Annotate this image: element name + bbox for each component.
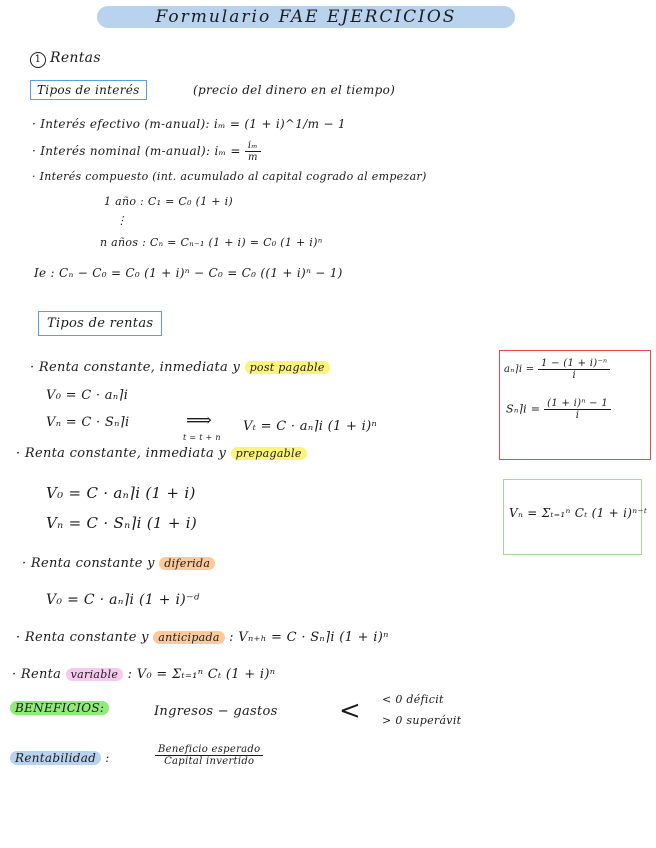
rentabilidad-label [10, 751, 110, 765]
rentabilidad-frac [155, 744, 263, 767]
a-lhs: aₙ⌉i = [504, 364, 535, 375]
beneficios-superavit: > 0 superávit [382, 714, 462, 727]
interes-ie: Ie : Cₙ − C₀ = C₀ (1 + i)ⁿ − C₀ = C₀ ((1 + i)ⁿ − 1) [34, 266, 343, 280]
interes-compuesto: · Interés compuesto (int. acumulado al capital cogrado al empezar) [32, 170, 427, 183]
s-num: (1 + i)ⁿ − 1 [544, 398, 611, 410]
renta-anticipada-formula: : Vₙ₊ₕ = C · Sₙ⌉i (1 + i)ⁿ [229, 630, 389, 645]
interes-nominal-text: · Interés nominal (m-anual): iₘ = [32, 144, 245, 158]
renta-postpagable-vt: Vₜ = C · aₙ⌉i (1 + i)ⁿ [243, 419, 378, 434]
beneficios-text: Ingresos − gastos [154, 704, 278, 719]
arrow-implies-icon: ⟹ [186, 410, 213, 431]
compuesto-dots: ⋮ [116, 214, 128, 227]
arrow-label: t = t + n [183, 433, 221, 442]
compuesto-anio-n: n años : Cₙ = Cₙ₋₁ (1 + i) = C₀ (1 + i)ⁿ [100, 236, 323, 249]
tipos-rentas-box: Tipos de rentas [38, 311, 162, 336]
renta-diferida-text: · Renta constante y [22, 556, 155, 571]
interes-nominal [32, 140, 261, 163]
tipos-interes-box: Tipos de interés [30, 80, 147, 100]
renta-prepagable-text: · Renta constante, inmediata y [16, 446, 227, 461]
fraction-den: m [247, 152, 258, 163]
renta-anticipada [16, 630, 389, 645]
s-den: i [575, 410, 580, 421]
highlight-postpagable: post pagable [245, 361, 330, 374]
highlight-prepagable: prepagable [231, 447, 307, 460]
rentabilidad-num: Beneficio esperado [155, 744, 263, 756]
fraction-num: iₘ [245, 140, 261, 152]
highlight-beneficios: BENEFICIOS: [10, 701, 109, 715]
renta-prepagable-vn: Vₙ = C · Sₙ⌉i (1 + i) [46, 514, 198, 532]
renta-variable-text: · Renta [12, 667, 62, 682]
renta-anticipada-text: · Renta constante y [16, 630, 149, 645]
beneficios-label [10, 701, 109, 715]
compuesto-anio-1: 1 año : C₁ = C₀ (1 + i) [104, 195, 234, 208]
section-number: 1 [30, 52, 46, 68]
interes-efectivo: · Interés efectivo (m-anual): iₘ = (1 + i)^1/m − 1 [32, 117, 346, 131]
beneficios-deficit: < 0 déficit [382, 693, 444, 706]
a-num: 1 − (1 + i)⁻ⁿ [538, 358, 610, 370]
rentabilidad-colon: : [105, 751, 110, 765]
renta-postpagable-text: · Renta constante, inmediata y [30, 360, 241, 375]
renta-diferida-v0: V₀ = C · aₙ⌉i (1 + i)⁻ᵈ [46, 592, 200, 608]
renta-variable [12, 667, 275, 682]
rentabilidad-fraction [155, 744, 263, 767]
s-lhs: Sₙ⌉i = [506, 402, 541, 416]
section-heading [30, 50, 101, 68]
highlight-diferida: diferida [159, 557, 215, 570]
a-den: i [572, 370, 576, 381]
section-label: Rentas [50, 50, 101, 66]
renta-postpagable [30, 360, 330, 375]
red-box-a-formula [504, 358, 610, 381]
a-fraction [538, 358, 610, 381]
beneficios-brace: < [339, 696, 362, 726]
red-box-s-formula [506, 398, 611, 421]
highlight-rentabilidad: Rentabilidad [10, 751, 101, 765]
rentabilidad-den: Capital invertido [164, 756, 255, 767]
renta-postpagable-vn: Vₙ = C · Sₙ⌉i [46, 415, 130, 430]
renta-prepagable [16, 446, 307, 461]
renta-variable-formula: : V₀ = Σₜ₌₁ⁿ Cₜ (1 + i)ⁿ [127, 667, 276, 682]
renta-prepagable-v0: V₀ = C · aₙ⌉i (1 + i) [46, 484, 196, 502]
tipos-interes-note: (precio del dinero en el tiempo) [193, 83, 396, 97]
renta-diferida [22, 556, 215, 571]
interes-nominal-fraction [245, 140, 261, 163]
highlight-anticipada: anticipada [153, 631, 224, 644]
renta-postpagable-v0: V₀ = C · aₙ⌉i [46, 388, 129, 403]
s-fraction [544, 398, 611, 421]
green-box-formula: Vₙ = Σₜ₌₁ⁿ Cₜ (1 + i)ⁿ⁻ᵗ [509, 506, 648, 520]
highlight-variable: variable [66, 668, 124, 681]
page-title: Formulario FAE EJERCICIOS [97, 6, 515, 28]
